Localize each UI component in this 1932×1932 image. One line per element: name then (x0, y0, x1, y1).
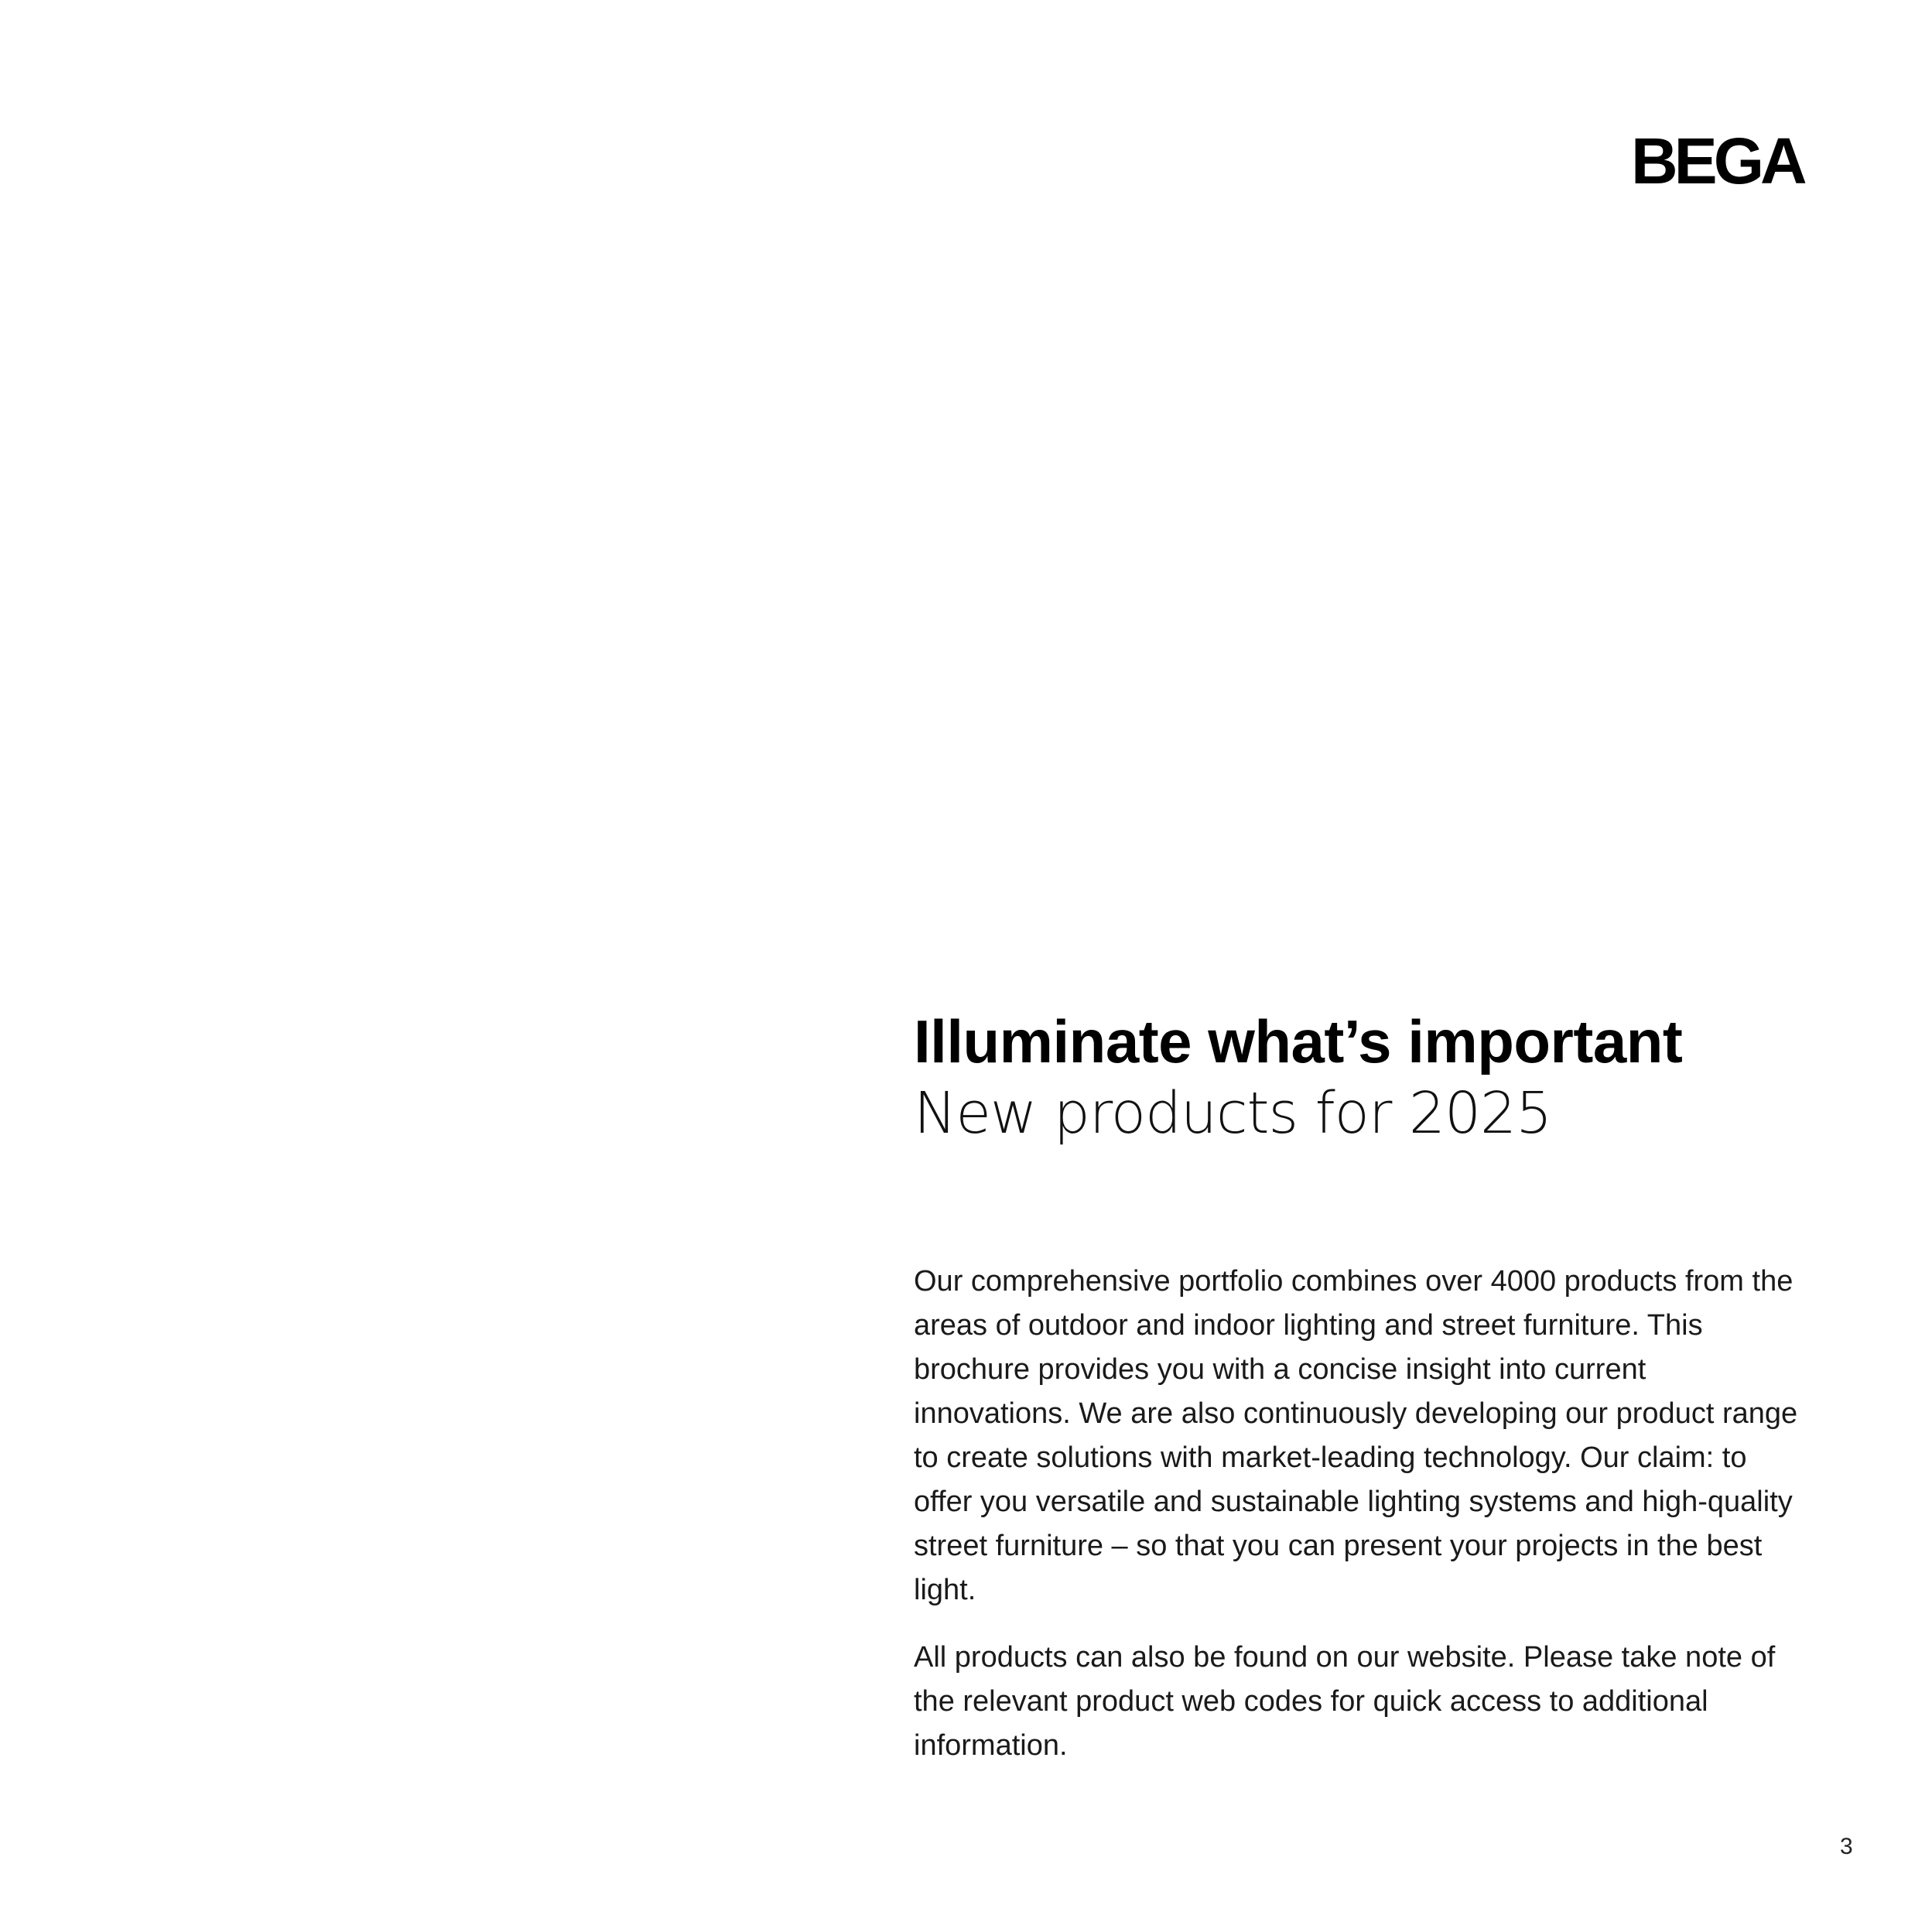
website-paragraph: All products can also be found on our website. Please take note of the relevant product web codes for quick access to additional information. (914, 1641, 1776, 1762)
body-text (914, 1260, 1804, 1768)
intro-section (914, 1006, 1804, 1791)
headline: Illuminate what’s important (914, 1007, 1683, 1075)
page-number: 3 (1840, 1834, 1853, 1859)
intro-paragraph: Our comprehensive portfolio combines over 4000 products from the areas of outdoor and indoor lighting and street furniture. This brochure provides you with a concise insight into current innovations. We are also continuously developing our product range to create solutions with market-leading technology. Our claim: to offer you versatile and sustainable lighting systems and high-quality street furniture – so that you can present your projects in the best light. (914, 1265, 1798, 1606)
brand-logo: BEGA (1631, 125, 1804, 197)
subheadline: New products for 2025 (914, 1080, 1552, 1147)
